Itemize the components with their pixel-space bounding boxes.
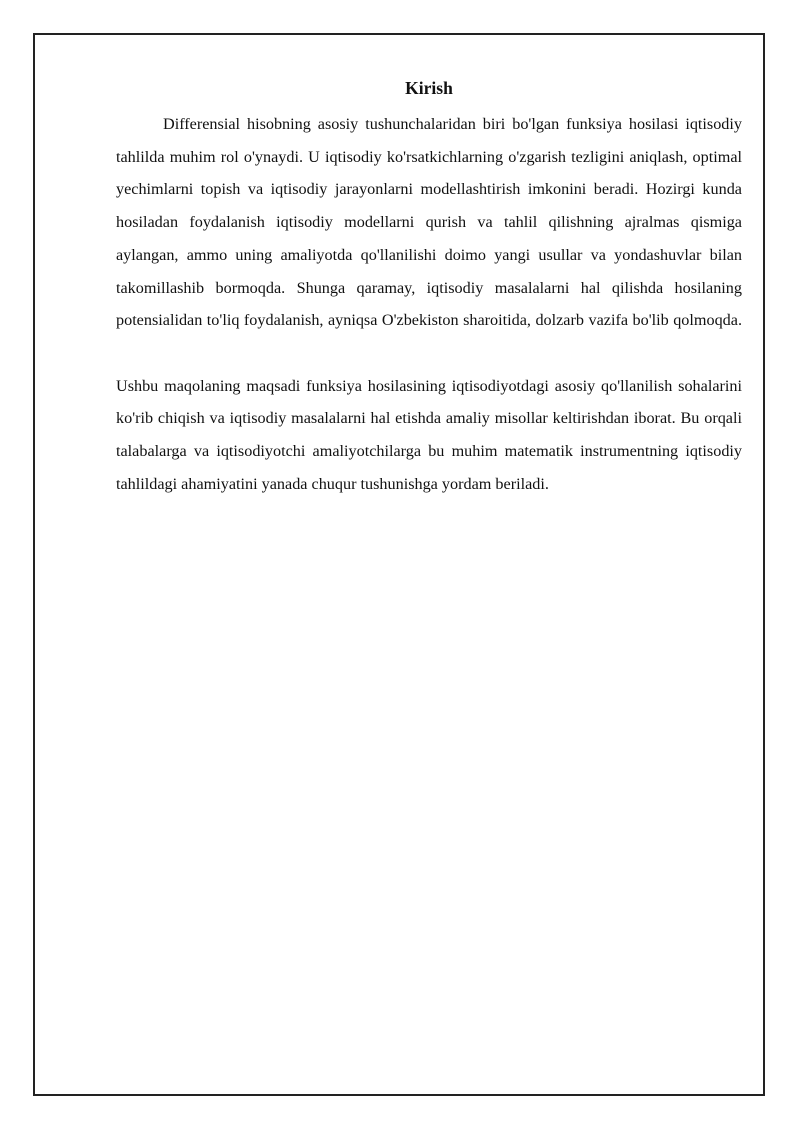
- document-body: [116, 76, 742, 500]
- purpose-paragraph: Ushbu maqolaning maqsadi funksiya hosilasining iqtisodiyotdagi asosiy qo'llanilish sohalarini ko'rib chiqish va iqtisodiy masalalarni hal etishda amaliy misollar keltirishdan iborat. Bu orqali talabalarga va iqtisodiyotchi amaliyotchilarga bu muhim matematik instrumentning iqtisodiy tahlildagi ahamiyatini yanada chuqur tushunishga yordam beriladi.: [116, 376, 742, 493]
- intro-paragraph: Differensial hisobning asosiy tushunchalaridan biri bo'lgan funksiya hosilasi iqtisodiy tahlilda muhim rol o'ynaydi. U iqtisodiy ko'rsatkichlarning o'zgarish tezligini aniqlash, optimal yechimlarni topish va iqtisodiy jarayonlarni modellashtirish imkonini beradi. Hozirgi kunda hosiladan foydalanish iqtisodiy modellarni qurish va tahlil qilishning ajralmas qismiga aylangan, ammo uning amaliyotda qo'llanilishi doimo yangi usullar va yondashuvlar bilan takomillashib bormoqda. Shunga qaramay, iqtisodiy masalalarni hal qilishda hosilaning potensialidan to'liq foydalanish, ayniqsa O'zbekiston sharoitida, dolzarb vazifa bo'lib qolmoqda.: [116, 115, 742, 330]
- paragraph-spacer: [116, 337, 742, 370]
- section-title: Kirish: [405, 78, 453, 98]
